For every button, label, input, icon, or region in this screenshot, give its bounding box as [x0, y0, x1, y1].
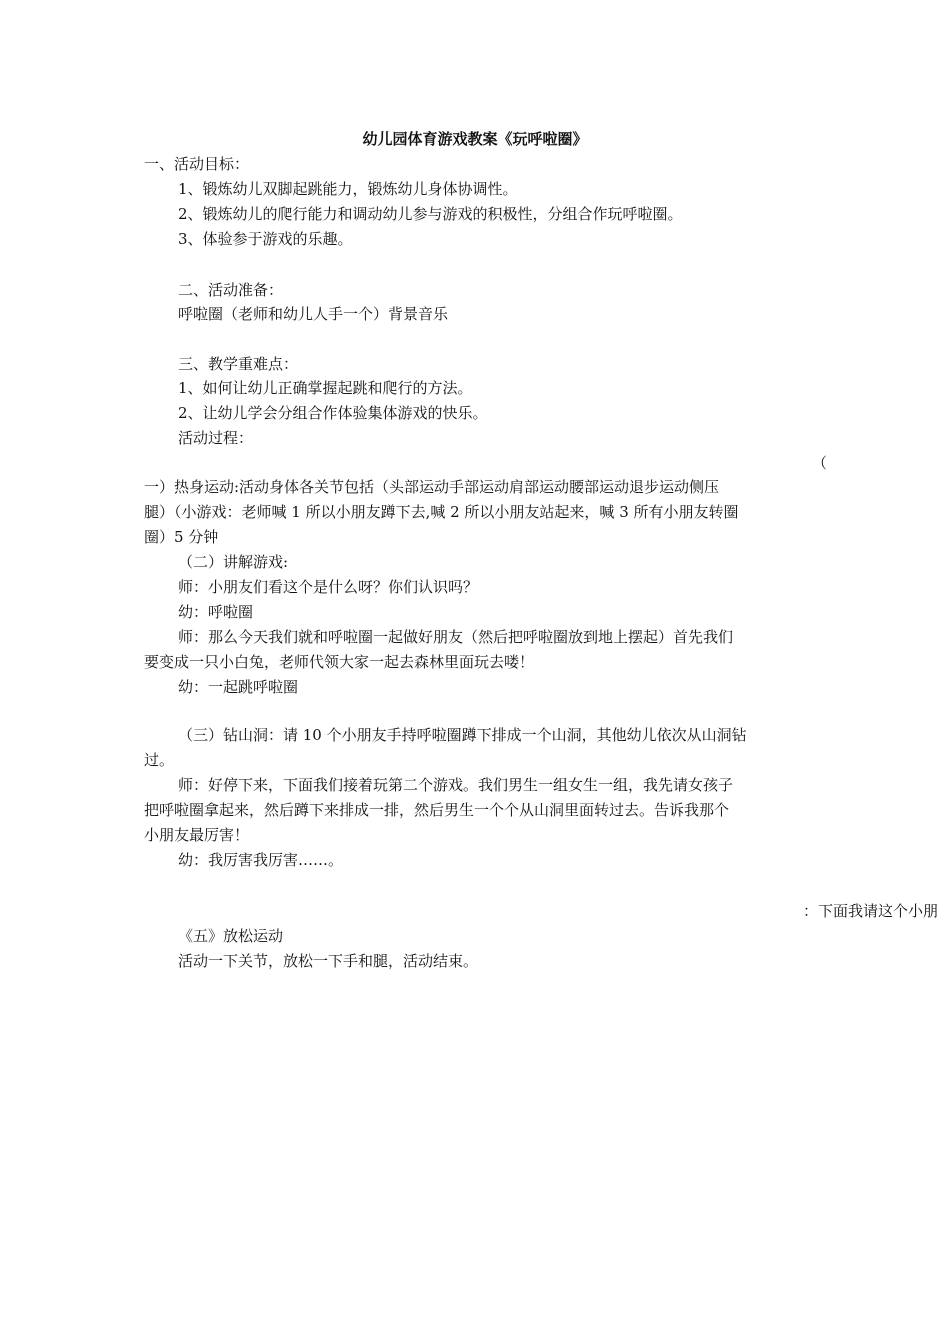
relax-content: 活动一下关节，放松一下手和腿，活动结束。 — [178, 952, 479, 970]
document-title: 幼儿园体育游戏教案《玩呼啦圈》 — [362, 130, 588, 148]
section2-content: 呼啦圈（老师和幼儿人手一个）背景音乐 — [178, 305, 449, 323]
difficulty-item-2: 2、让幼儿学会分组合作体验集体游戏的快乐。 — [178, 404, 488, 422]
warmup-line-1: 一）热身运动:活动身体各关节包括（头部运动手部运动肩部运动腰部运动退步运动侧压 — [144, 478, 720, 496]
cave-line-2: 过。 — [144, 751, 175, 769]
dialogue-teacher-3-line-2: 把呼啦圈拿起来，然后蹲下来排成一排，然后男生一个个从山洞里面转过去。告诉我那个 — [144, 801, 730, 819]
stray-paren: （ — [812, 454, 828, 472]
section2-heading: 二、活动准备： — [178, 281, 284, 299]
warmup-line-3: 圈）5 分钟 — [144, 528, 219, 546]
dialogue-child-1: 幼：呼啦圈 — [178, 603, 254, 621]
stray-right-text: ：下面我请这个小朋 — [803, 902, 939, 920]
goal-item-3: 3、体验参于游戏的乐趣。 — [178, 230, 353, 248]
goal-item-1: 1、锻炼幼儿双脚起跳能力，锻炼幼儿身体协调性。 — [178, 180, 518, 198]
dialogue-teacher-1: 师：小朋友们看这个是什么呀？你们认识吗？ — [178, 578, 479, 596]
relax-heading: 《五》放松运动 — [178, 927, 284, 945]
dialogue-child-3: 幼：我厉害我厉害……。 — [178, 851, 344, 869]
dialogue-teacher-2-line-2: 要变成一只小白兔，老师代领大家一起去森林里面玩去喽！ — [144, 653, 535, 671]
dialogue-teacher-3-line-1: 师：好停下来，下面我们接着玩第二个游戏。我们男生一组女生一组，我先请女孩子 — [178, 776, 734, 794]
explain-heading: （二）讲解游戏: — [178, 553, 289, 571]
cave-line-1: （三）钻山洞：请 10 个小朋友手持呼啦圈蹲下排成一个山洞，其他幼儿依次从山洞钻 — [178, 726, 747, 744]
warmup-line-2: 腿）（小游戏：老师喊 1 所以小朋友蹲下去,喊 2 所以小朋友站起来，喊 3 所有小朋友转圈 — [144, 503, 739, 521]
section3-heading: 三、教学重难点： — [178, 355, 299, 373]
goal-item-2: 2、锻炼幼儿的爬行能力和调动幼儿参与游戏的积极性，分组合作玩呼啦圈。 — [178, 205, 683, 223]
process-heading: 活动过程： — [178, 429, 254, 447]
difficulty-item-1: 1、如何让幼儿正确掌握起跳和爬行的方法。 — [178, 379, 473, 397]
dialogue-teacher-3-line-3: 小朋友最厉害！ — [144, 826, 250, 844]
section1-heading: 一、活动目标： — [144, 155, 250, 173]
dialogue-child-2: 幼：一起跳呼啦圈 — [178, 678, 299, 696]
dialogue-teacher-2-line-1: 师：那么今天我们就和呼啦圈一起做好朋友（然后把呼啦圈放到地上摆起）首先我们 — [178, 628, 734, 646]
